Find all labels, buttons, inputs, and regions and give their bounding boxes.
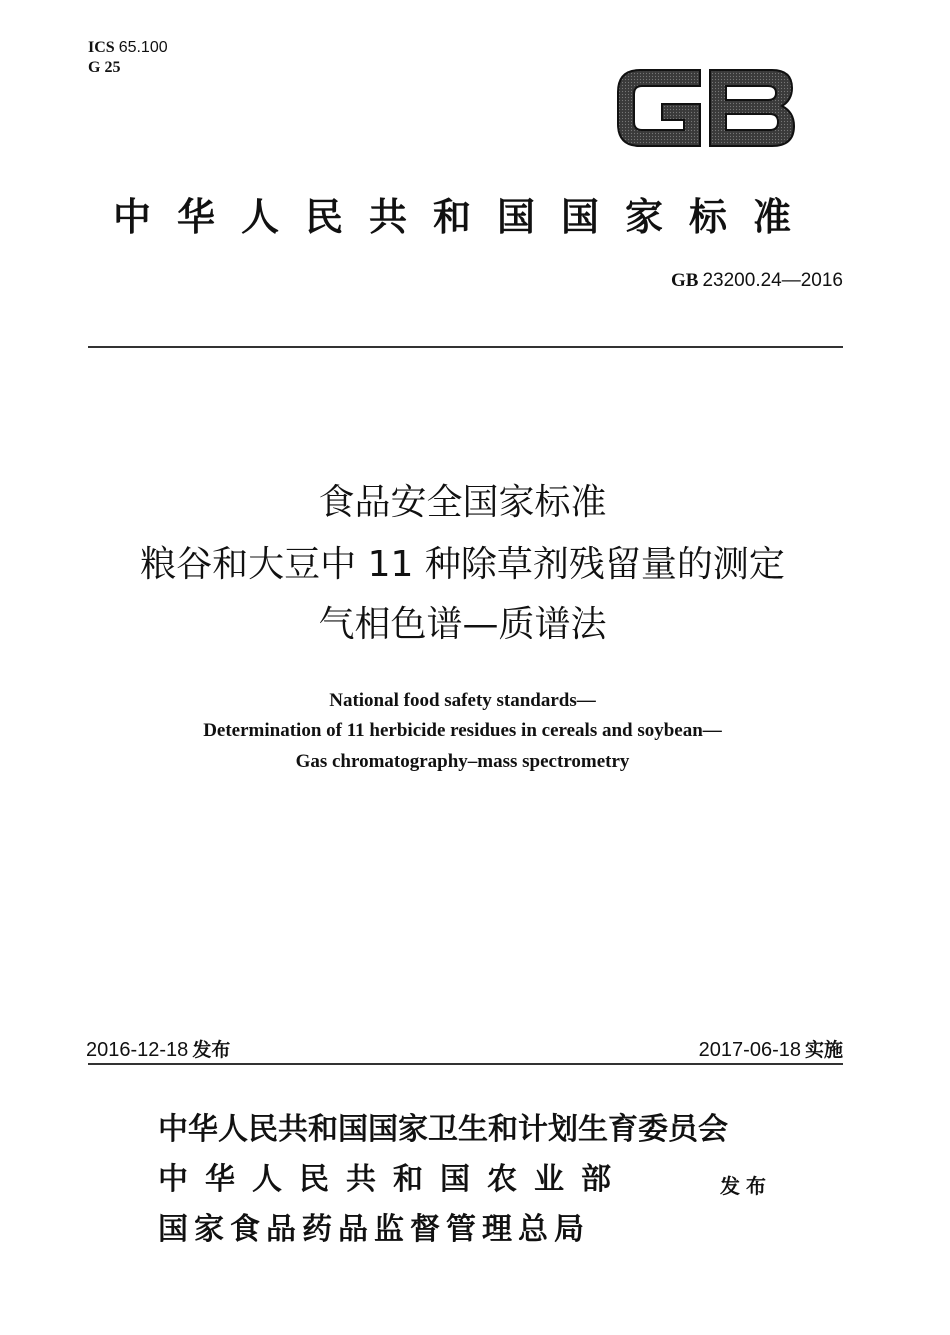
issue-date-value: 2016-12-18 bbox=[86, 1039, 189, 1061]
publisher-1: 中华人民共和国国家卫生和计划生育委员会 bbox=[158, 1112, 728, 1147]
publisher-3: 国家食品药品监督管理总局 bbox=[158, 1212, 590, 1247]
publish-label: 发布 bbox=[720, 1174, 772, 1198]
ics-block bbox=[88, 38, 168, 78]
title-en-line-3: Gas chromatography–mass spectrometry bbox=[295, 751, 630, 772]
title-cn-line-2: 粮谷和大豆中 11 种除草剂残留量的测定 bbox=[140, 544, 785, 585]
title-en-line-1: National food safety standards— bbox=[329, 690, 596, 711]
standard-prefix: GB bbox=[671, 270, 699, 291]
issue-date bbox=[86, 1035, 230, 1062]
national-standard-title: 中华人民共和国国家标准 bbox=[112, 195, 817, 239]
publisher-2: 中华人民共和国农业部 bbox=[158, 1162, 628, 1197]
standard-number bbox=[671, 270, 843, 292]
gb-logo bbox=[612, 60, 798, 156]
ics-label: ICS bbox=[88, 39, 115, 56]
issue-date-label: 发布 bbox=[192, 1039, 231, 1061]
ics-value: 65.100 bbox=[118, 39, 168, 56]
title-cn-line-1: 食品安全国家标准 bbox=[318, 482, 607, 523]
class-code: G 25 bbox=[88, 59, 121, 76]
standard-number-value: 23200.24—2016 bbox=[702, 270, 843, 291]
implement-date bbox=[699, 1035, 843, 1062]
top-divider bbox=[88, 346, 843, 348]
implement-date-label: 实施 bbox=[804, 1039, 843, 1061]
implement-date-value: 2017-06-18 bbox=[698, 1039, 801, 1061]
title-en-line-2: Determination of 11 herbicide residues in cereals and soybean— bbox=[203, 720, 722, 741]
bottom-divider bbox=[88, 1063, 843, 1065]
title-cn-line-3: 气相色谱—质谱法 bbox=[318, 604, 607, 645]
